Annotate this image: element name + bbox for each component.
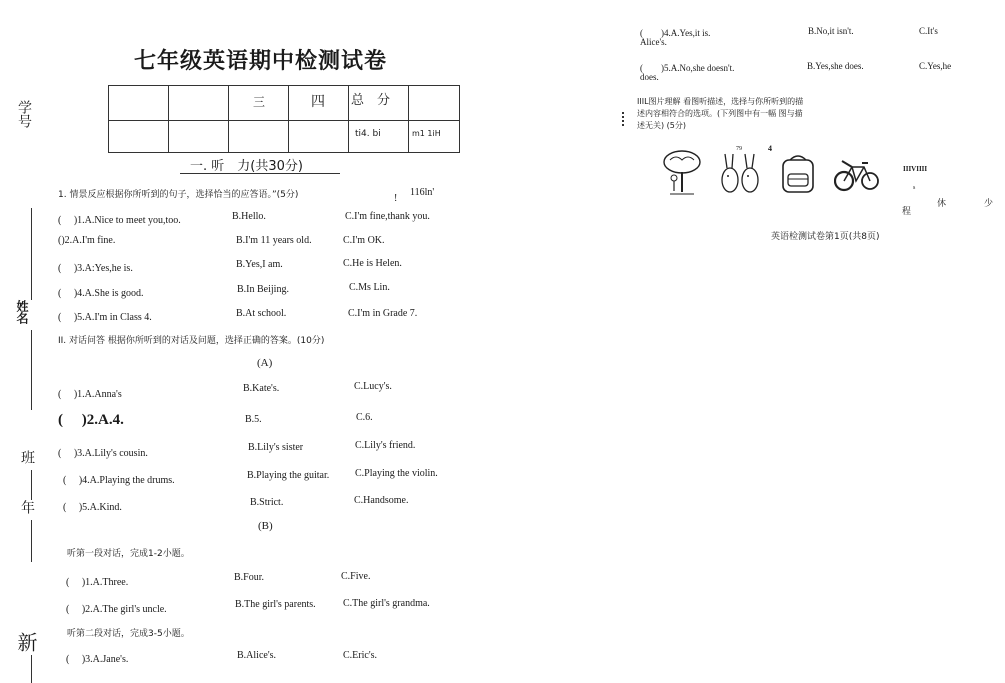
picture-rabbits xyxy=(718,150,764,196)
binding-line xyxy=(31,208,32,300)
binding-line xyxy=(31,470,32,500)
margin-dots xyxy=(622,112,626,126)
option-c: C.Playing the violin. xyxy=(355,468,438,479)
side-char: 休 xyxy=(937,199,947,209)
rabbits-icon xyxy=(718,150,764,196)
section3-instruction-1: IIIL图片理解 看图听描述，选择与你所听到的描 xyxy=(637,97,804,106)
option-b: B.Yes,she does. xyxy=(807,61,864,71)
option-b: B.At school. xyxy=(236,308,287,319)
option-c: C.Yes,he xyxy=(919,61,952,71)
stray-note: 116ln' xyxy=(410,187,435,198)
option-c: C.Handsome. xyxy=(354,495,409,506)
option-b: B.Lily's sister xyxy=(248,442,304,453)
score-value-extra: m1 1iH xyxy=(412,129,441,138)
option-a: ( )3.A.Lily's cousin. xyxy=(58,448,148,459)
score-cell xyxy=(408,120,460,153)
score-cell xyxy=(348,85,409,121)
binding-ban: 班 xyxy=(19,450,35,464)
option-c: C.It's xyxy=(919,26,938,36)
section1-instruction: 1. 情景反应根据你所听到的句子，选择恰当的应答语。”(5分) xyxy=(58,190,299,200)
option-b: B.Kate's. xyxy=(243,383,280,394)
score-cell xyxy=(108,85,169,121)
score-cell xyxy=(288,85,349,121)
option-c: C.The girl's grandma. xyxy=(343,598,430,609)
option-c: C.6. xyxy=(356,412,373,423)
option-continuation: Alice's. xyxy=(640,37,667,47)
option-continuation: does. xyxy=(640,72,659,82)
picture-tree-scene xyxy=(660,148,706,196)
dialog1-instruction: 听第一段对话，完成1-2小题。 xyxy=(67,549,190,559)
figure-label: 79 xyxy=(736,146,742,152)
option-b: B.Playing the guitar. xyxy=(247,470,330,481)
section2-instruction: II. 对话问答 根据你所听到的对话及问题，选择正确的答案。(10分) xyxy=(58,336,325,346)
dialog2-instruction: 听第二段对话，完成3-5小题。 xyxy=(67,629,190,639)
option-b: B.In Beijing. xyxy=(237,284,289,295)
score-header-total: 总 分 xyxy=(351,93,391,108)
bicycle-icon xyxy=(834,155,880,193)
option-a: ()2.A.I'm fine. xyxy=(58,235,116,246)
option-a: ( )5.A.Kind. xyxy=(63,502,122,513)
option-b: B.Strict. xyxy=(250,497,284,508)
option-a: ( )1.A.Anna's xyxy=(58,389,122,400)
binding-line xyxy=(31,655,32,683)
option-b: B.No,it isn't. xyxy=(808,26,854,36)
option-b: B.Alice's. xyxy=(237,650,277,661)
score-cell xyxy=(168,85,229,121)
score-cell xyxy=(288,120,349,153)
option-a: ( )1.A.Three. xyxy=(66,577,129,588)
picture-bicycle xyxy=(834,155,880,193)
option-a: ( )4.A.Playing the drums. xyxy=(63,475,175,486)
picture-backpack xyxy=(778,152,818,196)
stray-mark: ! xyxy=(394,193,398,204)
option-b: B.Yes,I am. xyxy=(236,259,283,270)
score-header-3: 三 xyxy=(253,95,266,109)
section1-underline xyxy=(180,173,340,174)
score-table xyxy=(108,85,460,153)
option-a: ( )2.A.4. xyxy=(58,412,124,428)
option-a: ( )1.A.Nice to meet you,too. xyxy=(58,215,181,226)
score-value-total: ti4. bi xyxy=(355,129,381,139)
part-a-label: (A) xyxy=(257,357,273,369)
option-a: ( )4.A.Yes,it is. xyxy=(640,28,711,38)
side-char: 少 xyxy=(984,199,994,209)
section3-instruction-3: 述无关) (5分) xyxy=(637,121,686,130)
option-b: B.Hello. xyxy=(232,211,266,222)
option-a: ( )5.A.No,she doesn't. xyxy=(640,63,735,73)
option-a: ( )5.A.I'm in Class 4. xyxy=(58,312,152,323)
page-footer: 英语检测试卷第1页(共8页) xyxy=(771,232,880,242)
option-c: C.He is Helen. xyxy=(343,258,402,269)
option-a: ( )2.A.The girl's uncle. xyxy=(66,604,167,615)
backpack-icon xyxy=(778,152,818,196)
option-a: ( )4.A.She is good. xyxy=(58,288,144,299)
side-char: 程 xyxy=(902,207,912,217)
option-c: C.I'm in Grade 7. xyxy=(348,308,418,319)
option-c: C.Eric's. xyxy=(343,650,378,661)
option-c: C.Five. xyxy=(341,571,371,582)
option-a: ( )3.A.Jane's. xyxy=(66,654,129,665)
part-b-label: (B) xyxy=(258,520,273,532)
option-c: C.Lily's friend. xyxy=(355,440,416,451)
binding-line xyxy=(31,330,32,410)
binding-nian: 年 xyxy=(19,500,35,514)
option-b: B.Four. xyxy=(234,572,265,583)
side-small: s xyxy=(913,185,916,191)
section1-heading: 一. 听 力(共30分) xyxy=(190,159,303,174)
option-c: C.Ms Lin. xyxy=(349,282,390,293)
score-header-4: 四 xyxy=(311,95,325,110)
option-c: C.Lucy's. xyxy=(354,381,392,392)
figure-label: 4 xyxy=(768,144,772,153)
option-b: B.5. xyxy=(245,414,262,425)
option-c: C.I'm fine,thank you. xyxy=(345,211,430,222)
tree-figure-icon xyxy=(660,148,706,196)
score-cell xyxy=(348,120,409,153)
score-cell xyxy=(228,120,289,153)
page-title: 七年级英语期中检测试卷 xyxy=(134,48,388,74)
binding-xingming: 姓名 xyxy=(15,300,29,324)
option-c: C.I'm OK. xyxy=(343,235,385,246)
score-cell xyxy=(408,85,460,121)
score-cell xyxy=(108,120,169,153)
option-b: B.The girl's parents. xyxy=(235,599,316,610)
binding-xin: 新 xyxy=(14,632,38,652)
score-cell xyxy=(228,85,289,121)
option-b: B.I'm 11 years old. xyxy=(236,235,312,246)
side-mark: IIIVIIII xyxy=(903,165,928,173)
binding-line xyxy=(31,520,32,562)
score-cell xyxy=(168,120,229,153)
section3-instruction-2: 述内容相符合的选项。(下列图中有一幅 图与描 xyxy=(637,109,803,118)
option-a: ( )3.A:Yes,he is. xyxy=(58,263,133,274)
binding-xuehao: 学号 xyxy=(16,100,32,128)
